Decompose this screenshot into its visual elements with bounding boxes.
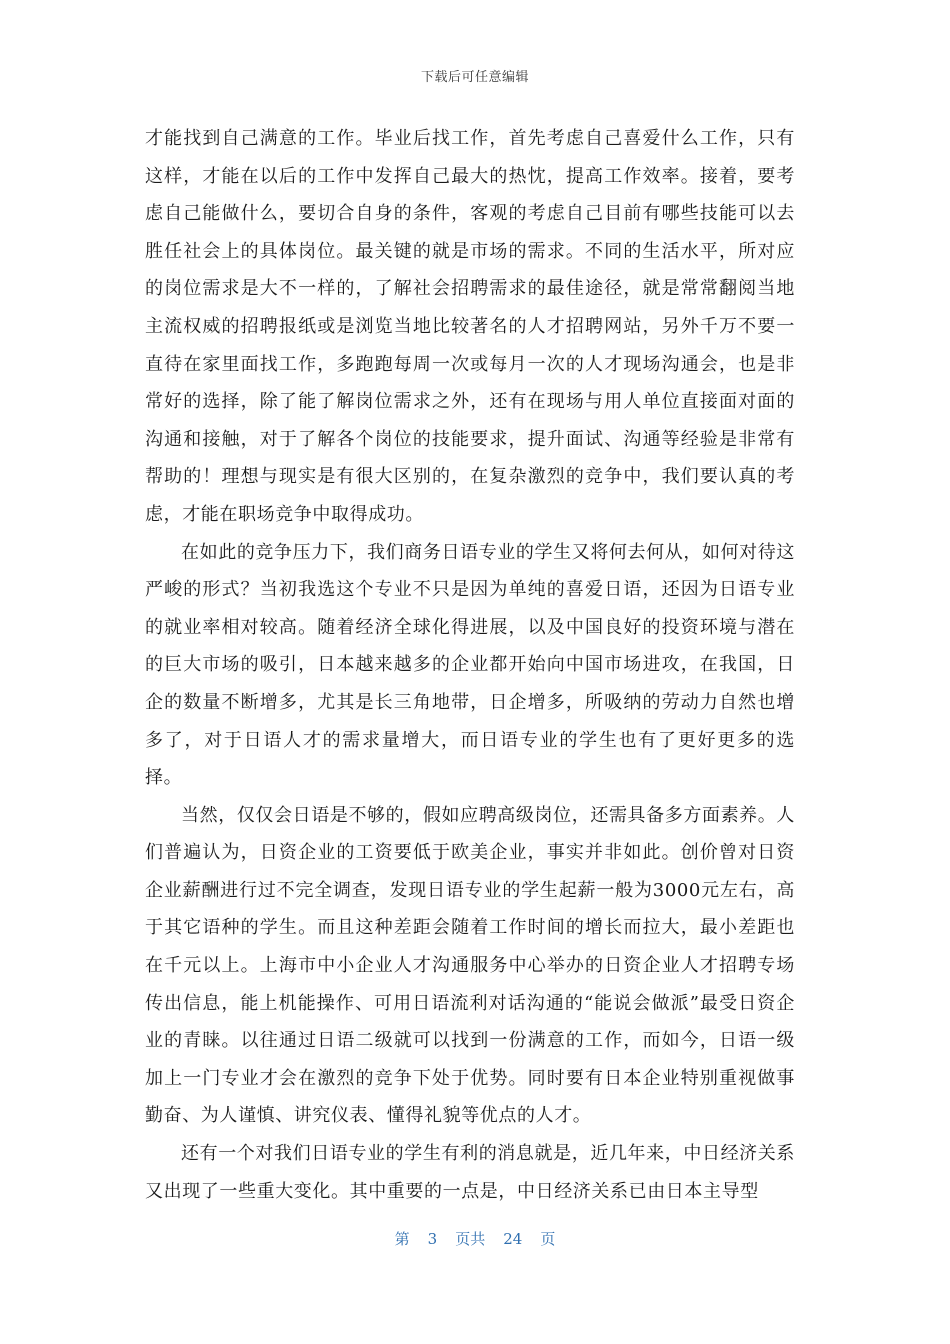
paragraph-continued: 才能找到自己满意的工作。毕业后找工作，首先考虑自己喜爱什么工作，只有这样，才能在以后的工作中发挥自己最大的热忱，提高工作效率。接着，要考虑自己能做什么，要切合自身的条件，客观的考虑自己目前有哪些技能可以去胜任社会上的具体岗位。最关键的就是市场的需求。不同的生活水平，所对应的岗位需求是大不一样的，了解社会招聘需求的最佳途径，就是常常翻阅当地主流权威的招聘报纸或是浏览当地比较著名的人才招聘网站，另外千万不要一直待在家里面找工作，多跑跑每周一次或每月一次的人才现场沟通会，也是非常好的选择，除了能了解岗位需求之外，还有在现场与用人单位直接面对面的沟通和接触，对于了解各个岗位的技能要求，提升面试、沟通等经验是非常有帮助的！理想与现实是有很大区别的，在复杂激烈的竞争中，我们要认真的考虑，才能在职场竞争中取得成功。 [145,128,795,525]
paragraph: 在如此的竞争压力下，我们商务日语专业的学生又将何去何从，如何对待这严峻的形式？当初我选这个专业不只是因为单纯的喜爱日语，还因为日语专业的就业率相对较高。随着经济全球化得进展，以及中国良好的投资环境与潜在的巨大市场的吸引，日本越来越多的企业都开始向中国市场进攻，在我国，日企的数量不断增多，尤其是长三角地带，日企增多，所吸纳的劳动力自然也增多了，对于日语人才的需求量增大，而日语专业的学生也有了更好更多的选择。 [145,541,795,789]
footer-middle: 页共 [455,1230,486,1248]
body-text [145,120,795,1210]
paragraph: 当然，仅仅会日语是不够的，假如应聘高级岗位，还需具备多方面素养。人们普遍认为，日资企业的工资要低于欧美企业，事实并非如此。创价曾对日资企业薪酬进行过不完全调查，发现日语专业的学生起薪一般为3000元左右，高于其它语种的学生。而且这种差距会随着工作时间的增长而拉大，最小差距也在千元以上。上海市中小企业人才沟通服务中心举办的日资企业人才招聘专场传出信息，能上机能操作、可用日语流利对话沟通的“能说会做派”最受日资企业的青睐。以往通过日语二级就可以找到一份满意的工作，而如今，日语一级加上一门专业才会在激烈的竞争下处于优势。同时要有日本企业特别重视做事勤奋、为人谨慎、讲究仪表、懂得礼貌等优点的人才。 [145,804,795,1127]
total-pages-number: 24 [503,1230,523,1248]
footer-prefix: 第 [394,1230,410,1248]
header-note: 下载后可任意编辑 [420,70,529,85]
footer-suffix: 页 [540,1230,556,1248]
page-footer [0,1228,950,1249]
current-page-number: 3 [427,1230,438,1248]
paragraph: 还有一个对我们日语专业的学生有利的消息就是，近几年来，中日经济关系又出现了一些重大变化。其中重要的一点是，中日经济关系已由日本主导型 [145,1143,795,1202]
